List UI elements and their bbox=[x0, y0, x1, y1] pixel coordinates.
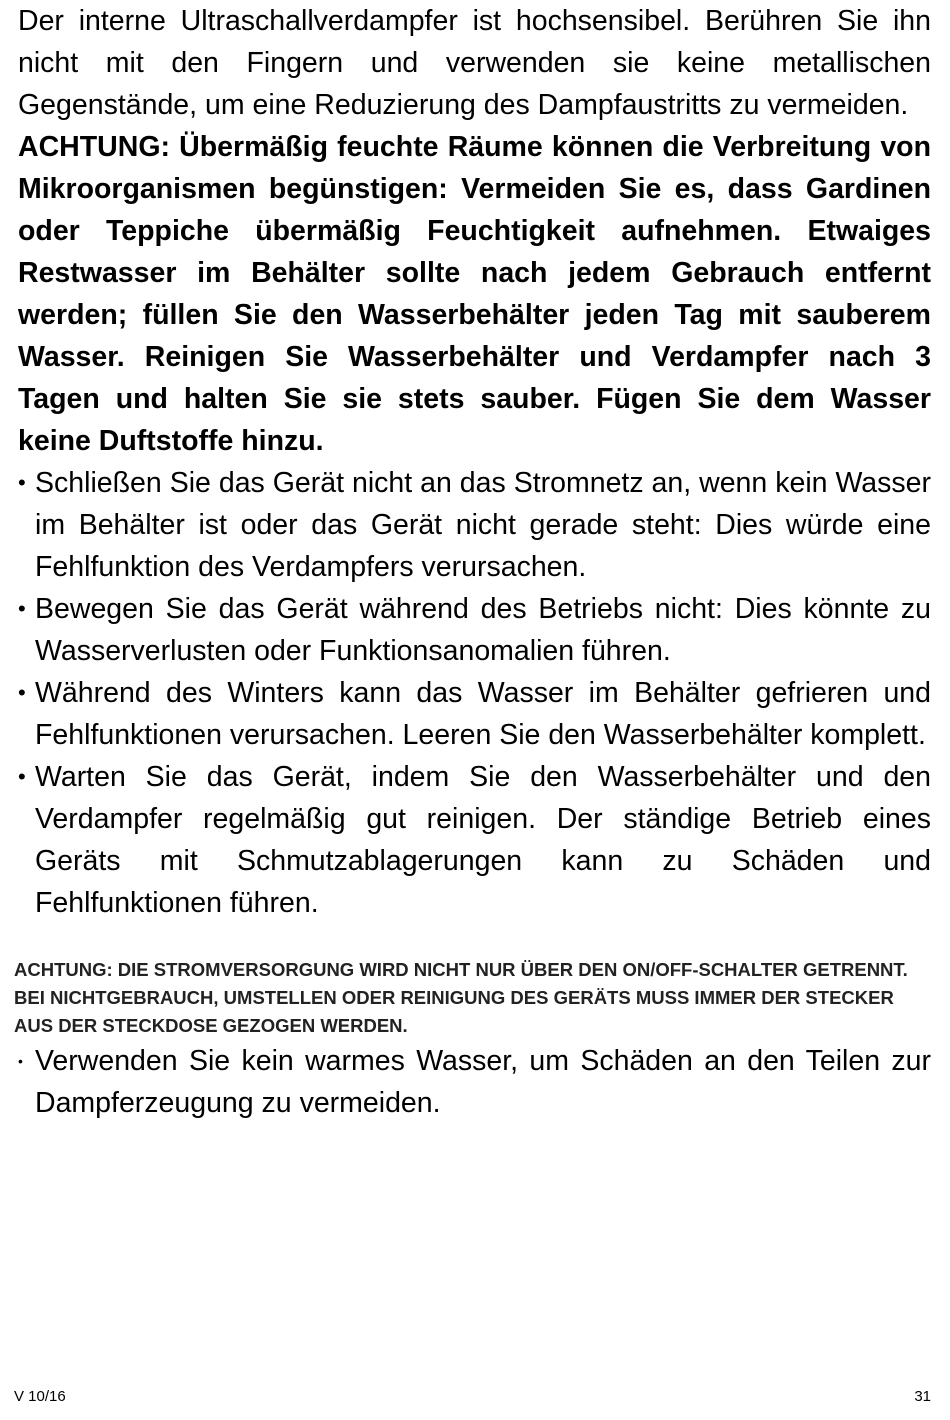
bullet-text: Bewegen Sie das Gerät während des Betriebs nicht: Dies könnte zu Wasserverlusten oder Funktionsanomalien führen. bbox=[35, 593, 931, 667]
bullet-text: Warten Sie das Gerät, indem Sie den Wasserbehälter und den Verdampfer regelmäßig gut reinigen. Der ständige Betrieb eines Geräts mit Schmutzablagerungen kann zu Schäden und Fehlfunktionen führen. bbox=[35, 761, 931, 919]
bullet-icon: • bbox=[18, 764, 26, 789]
manual-page bbox=[14, 0, 931, 1124]
final-bullet-list bbox=[18, 1040, 931, 1124]
bullet-item-warm-water bbox=[18, 1040, 931, 1124]
intro-paragraph: Der interne Ultraschallverdampfer ist hochsensibel. Berühren Sie ihn nicht mit den Fingern und verwenden sie keine metallischen Gegenstände, um eine Reduzierung des Dampfaustritts zu vermeiden. bbox=[18, 5, 931, 121]
bullet-text: Während des Winters kann das Wasser im Behälter gefrieren und Fehlfunktionen verursachen. Leeren Sie den Wasserbehälter komplett. bbox=[35, 677, 931, 751]
bullet-text: Schließen Sie das Gerät nicht an das Stromnetz an, wenn kein Wasser im Behälter ist oder das Gerät nicht gerade steht: Dies würde eine Fehlfunktion des Verdampfers verursachen. bbox=[35, 467, 931, 583]
bullet-icon: • bbox=[18, 680, 26, 705]
safety-bullet-list bbox=[18, 462, 931, 924]
bullet-icon: • bbox=[18, 470, 26, 495]
version-label: V 10/16 bbox=[14, 1388, 66, 1405]
bullet-item-maintenance bbox=[18, 756, 931, 924]
bullet-text: Verwenden Sie kein warmes Wasser, um Schäden an den Teilen zur Dampferzeugung zu vermeiden. bbox=[35, 1045, 931, 1119]
caution-paragraph: ACHTUNG: Übermäßig feuchte Räume können die Verbreitung von Mikroorganismen begünstigen: Vermeiden Sie es, dass Gardinen oder Teppiche übermäßig Feuchtigkeit aufnehmen. Etwaiges Restwasser im Behälter sollte nach jedem Gebrauch entfernt werden; füllen Sie den Wasserbehälter jeden Tag mit sauberem Wasser. Reinigen Sie Wasserbehälter und Verdampfer nach 3 Tagen und halten Sie sie stets sauber. Fügen Sie dem Wasser keine Duftstoffe hinzu. bbox=[18, 131, 931, 457]
page-number: 31 bbox=[914, 1388, 931, 1405]
bullet-item-winter bbox=[18, 672, 931, 756]
bullet-item-power bbox=[18, 462, 931, 588]
power-warning-notice: ACHTUNG: DIE STROMVERSORGUNG WIRD NICHT NUR ÜBER DEN ON/OFF-SCHALTER GETRENNT. BEI NICHTGEBRAUCH, UMSTELLEN ODER REINIGUNG DES GERÄTS MUSS IMMER DER STECKER AUS DER STECKDOSE GEZOGEN WERDEN. bbox=[14, 959, 908, 1036]
bullet-icon: • bbox=[18, 596, 26, 621]
bullet-icon: • bbox=[18, 1053, 23, 1069]
bullet-item-movement bbox=[18, 588, 931, 672]
